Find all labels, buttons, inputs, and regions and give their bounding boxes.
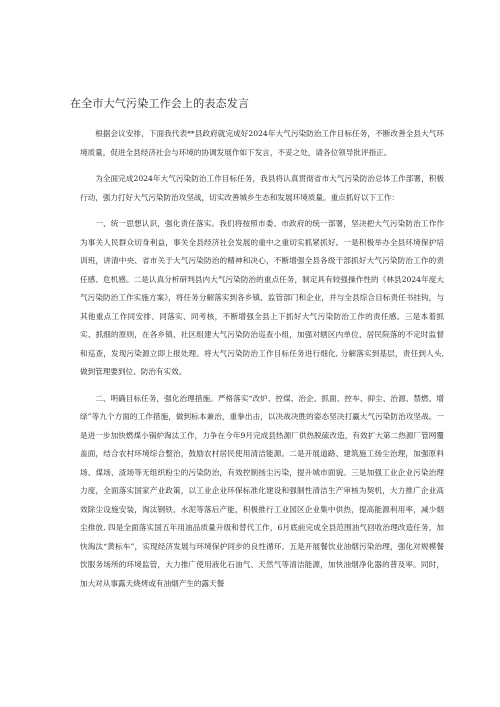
paragraph-overview: 为全面完成2024年大气污染防治工作目标任务，我县将认真贯彻省市大气污染防治总体工作部署，积极行动，强力打好大气污染防治攻坚战，切实改善城乡生态和发展环境质量。重点抓好以下工作：: [80, 174, 444, 202]
paragraph-intro: 根据会议安排，下面我代表**县政府就完成好2024年大气污染防治工作目标任务，不断改善全县大气环境质量，促进全县经济社会与环境的协调发展作如下发言，不妥之处，请各位领导批评指正。: [80, 129, 444, 157]
paragraph-section-one: 一、统一思想认识，强化责任落实。我们将按照市委、市政府的统一部署，坚决把大气污染防治工作作为事关人民群众切身利益，事关全县经济社会发展的重中之重切实抓紧抓好。一是积极举办全县环境保护培训班，讲清中央、省市关于大气污染防治的精神和决心，不断增强全县各级干部抓好大气污染防治工作的责任感、危机感。二是认真分析研判县内大气污染防治的重点任务，制定具有较强操作性的《林县2024年度大气污染防治工作实施方案》，将任务分解落实到各乡镇、监管部门和企业，并与全县综合目标责任书挂钩，与其他重点工作同安排、同落实、同考核，不断增强全县上下抓好大气污染防治工作的责任感。三是本着抓实、抓细的原则，在各乡镇、社区组建大气污染防治巡查小组，加强对辖区内单位、居民院落的不定时监督和巡查，发现污染源立即上报处理。将大气污染防治工作目标任务进行细化, 分解落实到基层，责任到人头, 做到管理要到位、防治有实效。: [80, 219, 444, 376]
document-title: 在全市大气污染工作会上的表态发言: [70, 97, 250, 110]
paragraph-section-two: 二、明确目标任务，强化治理措施。严格落实“改炉、控煤、治企、抓面、控车、抑尘、治源、禁燃、增绿”等九个方面的工作措施，做到标本兼治，重拳出击，以决战决胜的姿态坚决打赢大气污染防治攻坚战。一是进一步加快燃煤小锅炉淘汰工作，力争在今年9月完成县热源厂供热脱硫改造，有效扩大第二热源厂管网覆盖面，结合农村环境综合整治，鼓励农村居民使用清洁能源。二是开展道路、建筑施工扬尘治理，加强原料场、煤场、渣场等无组织粉尘的污染防治，有效控制扬尘污染，提升城市面貌。三是加强工业企业污染治理力度，全面落实国家产业政策，以工业企业环保标准化建设和强制性清洁生产审核为契机，大力推广企业高效除尘设施安装，淘汰钢铁、水泥等落后产能，积极推行工业园区企业集中供热，提高能源利用率，减少烟尘排放, 四是全面落实国五年用油品质量升级和替代工作，6月底前完成全县范围油气回收治理改造任务，加快淘汰“黄标车”，实现经济发展与环境保护同步的良性循环。五是开展餐饮业油烟污染治理，强化对规模餐饮服务场所的环境监管，大力推广使用液化石油气、天然气等清洁能源，加快油烟净化器的普及率。同时，加大对从事露天烧烤或有油烟产生的露天餐: [80, 393, 444, 588]
